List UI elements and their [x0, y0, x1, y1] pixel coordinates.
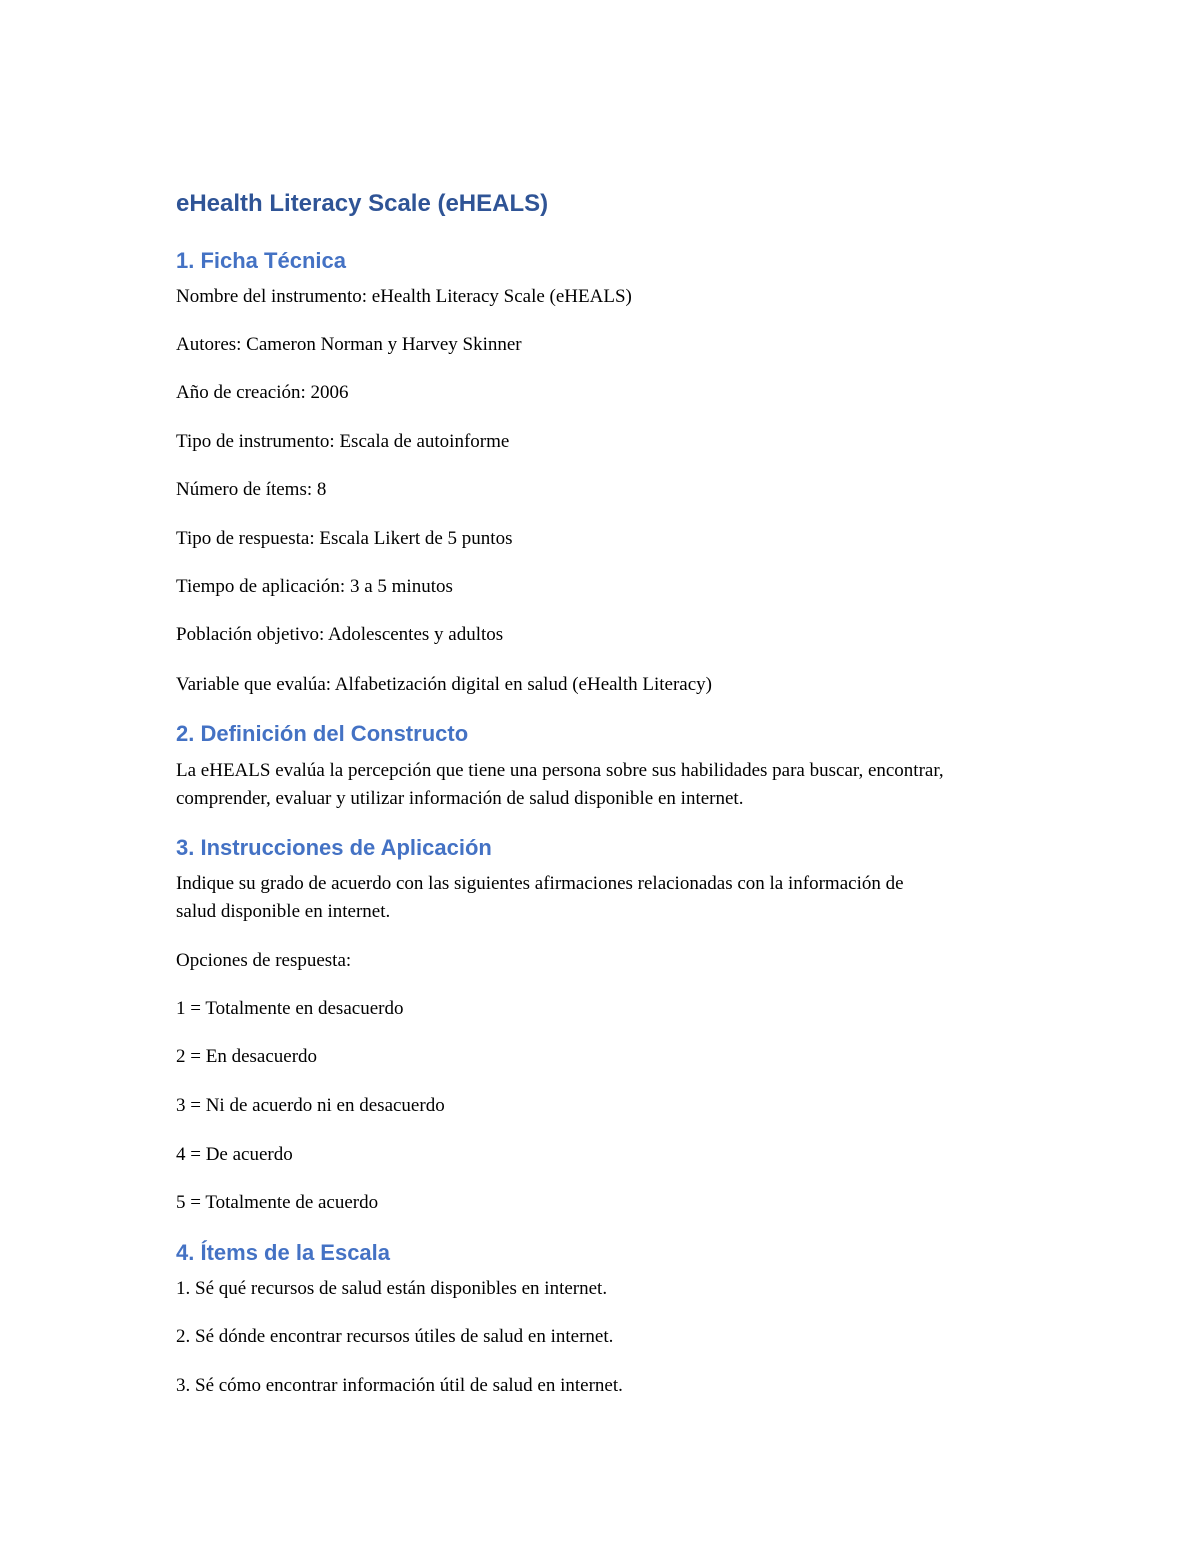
scale-item-1: 1. Sé qué recursos de salud están disponibles en internet.	[176, 1278, 608, 1299]
section-heading-definicion: 2. Definición del Constructo	[176, 721, 469, 746]
field-anio-creacion: Año de creación: 2006	[176, 382, 349, 403]
scale-item-3: 3. Sé cómo encontrar información útil de salud en internet.	[176, 1375, 623, 1396]
field-variable-evalua: Variable que evalúa: Alfabetización digital en salud (eHealth Literacy)	[176, 674, 712, 695]
option-2: 2 = En desacuerdo	[176, 1046, 318, 1067]
field-numero-items: Número de ítems: 8	[176, 479, 327, 500]
field-autores: Autores: Cameron Norman y Harvey Skinner	[176, 334, 522, 355]
field-poblacion-objetivo: Población objetivo: Adolescentes y adultos	[176, 624, 504, 645]
section-heading-ficha-tecnica: 1. Ficha Técnica	[176, 248, 346, 273]
option-5: 5 = Totalmente de acuerdo	[176, 1192, 379, 1213]
option-4: 4 = De acuerdo	[176, 1144, 293, 1165]
field-tipo-respuesta: Tipo de respuesta: Escala Likert de 5 puntos	[176, 528, 513, 549]
field-tipo-instrumento: Tipo de instrumento: Escala de autoinforme	[176, 431, 510, 452]
field-tiempo-aplicacion: Tiempo de aplicación: 3 a 5 minutos	[176, 576, 453, 597]
options-label: Opciones de respuesta:	[176, 950, 352, 971]
option-3: 3 = Ni de acuerdo ni en desacuerdo	[176, 1095, 445, 1116]
scale-item-2: 2. Sé dónde encontrar recursos útiles de salud en internet.	[176, 1326, 614, 1347]
option-1: 1 = Totalmente en desacuerdo	[176, 998, 404, 1019]
section-heading-items: 4. Ítems de la Escala	[176, 1240, 391, 1265]
section-heading-instrucciones: 3. Instrucciones de Aplicación	[176, 835, 492, 860]
document-title: eHealth Literacy Scale (eHEALS)	[176, 190, 549, 217]
field-nombre-instrumento: Nombre del instrumento: eHealth Literacy Scale (eHEALS)	[176, 286, 632, 307]
definition-paragraph: La eHEALS evalúa la percepción que tiene una persona sobre sus habilidades para buscar, encontrar, comprender, evaluar y utilizar información de salud disponible en internet.	[176, 760, 944, 809]
instructions-paragraph: Indique su grado de acuerdo con las siguientes afirmaciones relacionadas con la información de salud disponible en internet.	[176, 873, 904, 922]
